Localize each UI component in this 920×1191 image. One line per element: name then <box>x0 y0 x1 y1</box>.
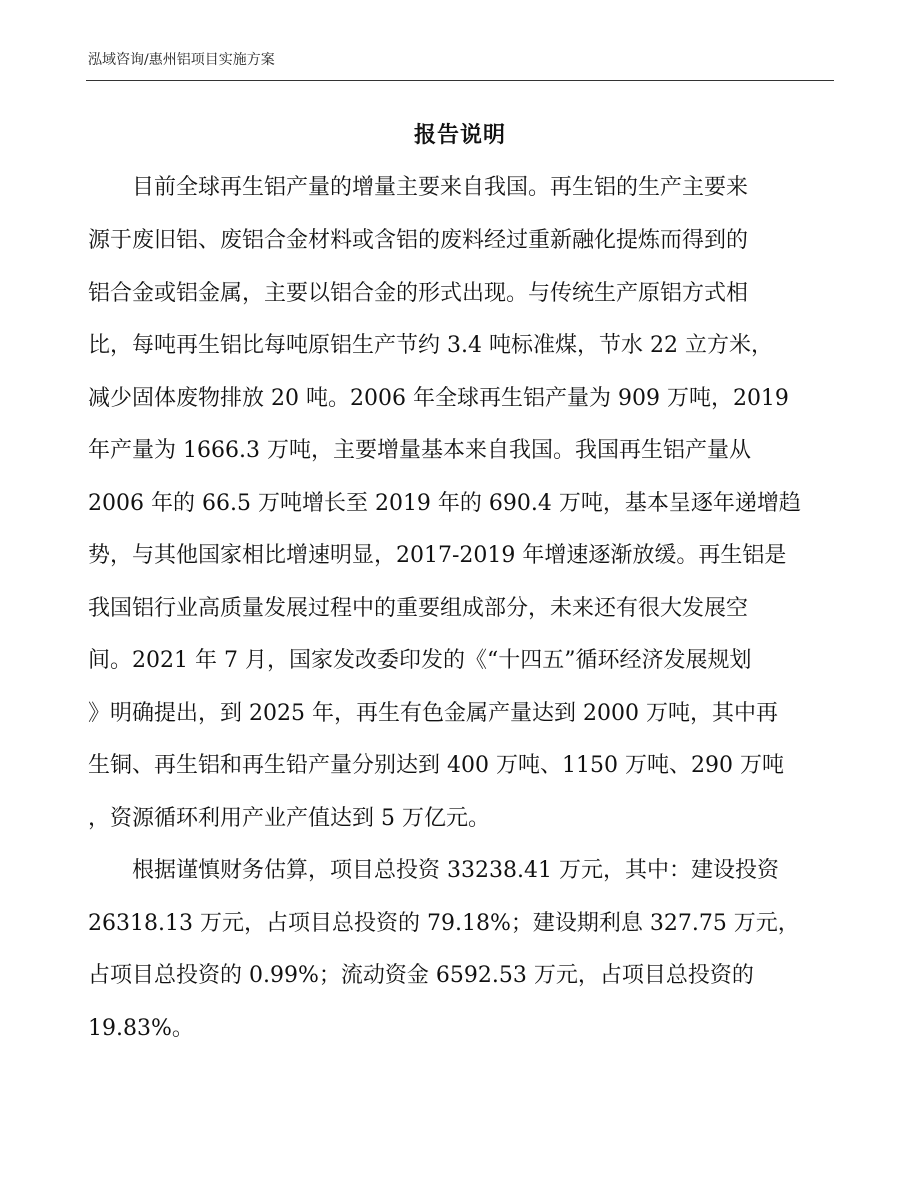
paragraph-1-line: 2006 年的 66.5 万吨增长至 2019 年的 690.4 万吨，基本呈逐年递增趋 <box>88 491 801 516</box>
paragraph-1-line: 间。2021 年 7 月，国家发改委印发的《“十四五”循环经济发展规划 <box>88 648 752 673</box>
paragraph-1-line: 生铜、再生铝和再生铅产量分别达到 400 万吨、1150 万吨、290 万吨 <box>88 753 784 778</box>
paragraph-1-line: 目前全球再生铝产量的增量主要来自我国。再生铝的生产主要来 <box>132 175 749 200</box>
paragraph-1-line: ，资源循环利用产业产值达到 5 万亿元。 <box>88 806 490 831</box>
paragraph-1-line: 我国铝行业高质量发展过程中的重要组成部分，未来还有很大发展空 <box>88 596 749 621</box>
paragraph-1-line: 铝合金或铝金属，主要以铝合金的形式出现。与传统生产原铝方式相 <box>88 281 749 306</box>
running-header: 泓域咨询/惠州铝项目实施方案 <box>88 52 275 68</box>
header-divider <box>86 80 834 81</box>
paragraph-2-line: 19.83%。 <box>88 1016 194 1041</box>
section-title: 报告说明 <box>413 122 506 148</box>
paragraph-2-line: 26318.13 万元，占项目总投资的 79.18%；建设期利息 327.75 万元， <box>88 911 800 936</box>
paragraph-1-line: 》明确提出，到 2025 年，再生有色金属产量达到 2000 万吨，其中再 <box>88 701 778 726</box>
paragraph-1-line: 比，每吨再生铝比每吨原铝生产节约 3.4 吨标准煤，节水 22 立方米， <box>88 333 773 358</box>
paragraph-2-line: 根据谨慎财务估算，项目总投资 33238.41 万元，其中：建设投资 <box>132 858 779 883</box>
paragraph-1-line: 势，与其他国家相比增速明显，2017-2019 年增速逐渐放缓。再生铝是 <box>88 543 787 568</box>
paragraph-1-line: 年产量为 1666.3 万吨，主要增量基本来自我国。我国再生铝产量从 <box>88 438 751 463</box>
paragraph-1-line: 减少固体废物排放 20 吨。2006 年全球再生铝产量为 909 万吨，2019 <box>88 386 789 411</box>
paragraph-1-line: 源于废旧铝、废铝合金材料或含铝的废料经过重新融化提炼而得到的 <box>88 228 749 253</box>
paragraph-2-line: 占项目总投资的 0.99%；流动资金 6592.53 万元，占项目总投资的 <box>88 963 754 988</box>
